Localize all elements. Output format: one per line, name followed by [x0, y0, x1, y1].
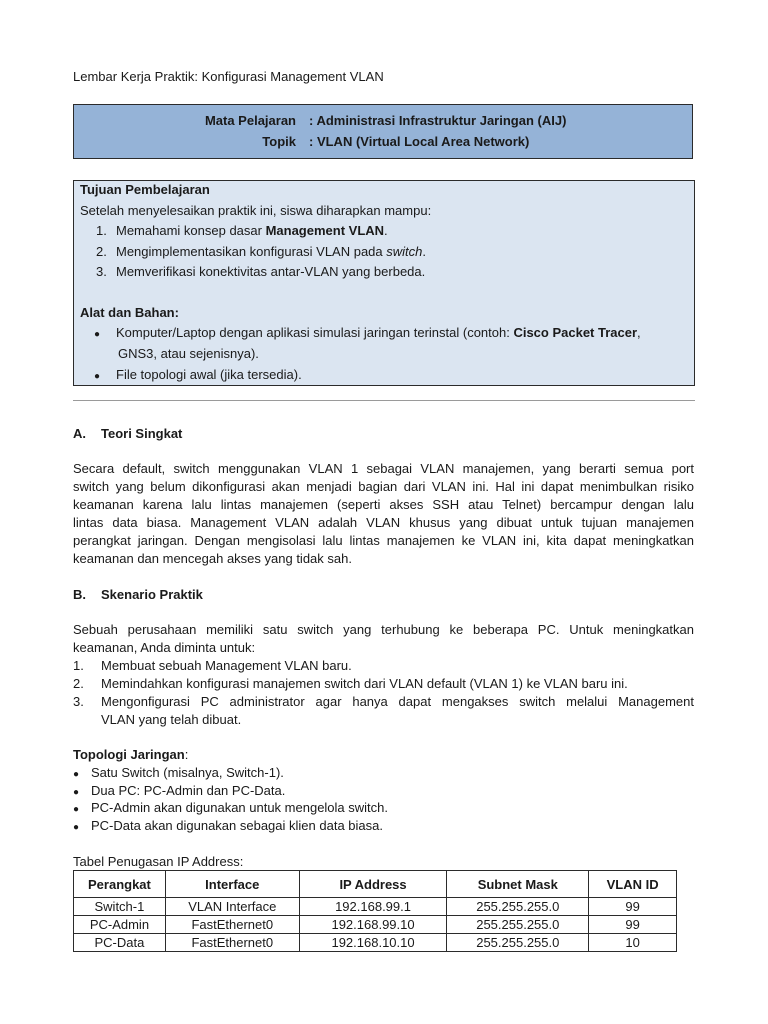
goal-item: 1. Memahami konsep dasar Management VLAN. — [96, 223, 388, 238]
section-a-line: perangkat jaringan. Dengan mengisolasi lalu lintas manajemen ke VLAN ini, kita dapat meningkatkan — [73, 533, 694, 548]
table-caption: Tabel Penugasan IP Address: — [73, 854, 244, 869]
tool-item: ● Komputer/Laptop dengan aplikasi simulasi jaringan terinstal (contoh: Cisco Packet Tracer, — [94, 325, 641, 340]
bullet-icon: ● — [73, 822, 80, 833]
table-cell: Switch-1 — [74, 898, 166, 916]
section-a-line: keamanan dan mencegah akses yang tidak sah. — [73, 551, 352, 566]
topology-item: ● PC-Data akan digunakan sebagai klien data biasa. — [73, 818, 383, 833]
table-cell: 99 — [589, 916, 677, 934]
topic-label: Topik — [262, 134, 296, 149]
subject-label: Mata Pelajaran — [204, 113, 296, 128]
table-row — [74, 916, 677, 934]
table-cell: 10 — [589, 934, 677, 952]
table-row — [74, 934, 677, 952]
column-header: Interface — [165, 871, 299, 898]
column-header: Subnet Mask — [447, 871, 589, 898]
goal-item: 2. Mengimplementasikan konfigurasi VLAN pada switch. — [96, 244, 427, 259]
table-cell: 255.255.255.0 — [447, 898, 589, 916]
section-b-intro: Sebuah perusahaan memiliki satu switch yang terhubung ke beberapa PC. Untuk meningkatkan — [73, 622, 694, 637]
tool-item: ● File topologi awal (jika tersedia). — [94, 367, 302, 382]
document-title: Lembar Kerja Praktik: Konfigurasi Management VLAN — [73, 69, 384, 84]
goal-item: 3. Memverifikasi konektivitas antar-VLAN yang berbeda. — [96, 264, 426, 279]
section-a-line: keamanan karena lalu lintas manajemen (seperti akses SSH atau Telnet) bercampur dengan lalu — [73, 497, 694, 512]
section-a-heading: A. Teori Singkat — [73, 426, 183, 441]
learning-goals-box — [73, 180, 695, 386]
table-cell: 192.168.99.1 — [299, 898, 447, 916]
topology-item: ● PC-Admin akan digunakan untuk mengelola switch. — [73, 800, 389, 815]
scenario-step: 1. Membuat sebuah Management VLAN baru. — [73, 658, 352, 673]
goals-intro: Setelah menyelesaikan praktik ini, siswa diharapkan mampu: — [80, 203, 432, 218]
table-cell: PC-Data — [74, 934, 166, 952]
topology-item: ● Satu Switch (misalnya, Switch-1). — [73, 765, 284, 780]
table-cell: FastEthernet0 — [165, 916, 299, 934]
table-row — [74, 898, 677, 916]
scenario-step: 2. Memindahkan konfigurasi manajemen switch dari VLAN default (VLAN 1) ke VLAN baru ini. — [73, 676, 628, 691]
section-a-line: switch yang belum dikonfigurasi akan menjadi bagian dari VLAN ini. Hal ini dapat menimbulkan risiko — [73, 479, 694, 494]
table-cell: PC-Admin — [74, 916, 166, 934]
section-b-intro: keamanan, Anda diminta untuk: — [73, 640, 256, 655]
table-cell: 192.168.10.10 — [299, 934, 447, 952]
topology-heading: Topologi Jaringan: — [73, 747, 189, 762]
subject-value: : Administrasi Infrastruktur Jaringan (AIJ) — [309, 113, 567, 128]
section-divider — [73, 400, 695, 401]
scenario-step-continuation: VLAN yang telah dibuat. — [101, 712, 242, 727]
table-cell: 192.168.99.10 — [299, 916, 447, 934]
column-header: Perangkat — [74, 871, 166, 898]
section-b-heading: B. Skenario Praktik — [73, 587, 203, 602]
subject-info-box — [73, 104, 693, 159]
topology-item: ● Dua PC: PC-Admin dan PC-Data. — [73, 783, 286, 798]
scenario-step: Mengonfigurasi PC administrator agar hanya dapat mengakses switch melalui Management — [101, 694, 694, 709]
table-cell: 255.255.255.0 — [447, 934, 589, 952]
topic-value: : VLAN (Virtual Local Area Network) — [309, 134, 530, 149]
table-cell: VLAN Interface — [165, 898, 299, 916]
table-cell: 255.255.255.0 — [447, 916, 589, 934]
section-a-line: Secara default, switch menggunakan VLAN 1 sebagai VLAN manajemen, yang berarti semua port — [73, 461, 694, 476]
ip-address-table — [73, 870, 677, 952]
table-cell: FastEthernet0 — [165, 934, 299, 952]
column-header: VLAN ID — [589, 871, 677, 898]
section-a-line: lintas data biasa. Management VLAN adalah VLAN khusus yang dibuat untuk tujuan manajemen — [73, 515, 694, 530]
bullet-icon: ● — [73, 787, 80, 798]
scenario-step-number: 3. — [73, 694, 84, 709]
bullet-icon: ● — [73, 769, 80, 780]
tools-heading: Alat dan Bahan: — [80, 305, 179, 320]
tool-item-continuation: GNS3, atau sejenisnya). — [118, 346, 259, 361]
column-header: IP Address — [299, 871, 447, 898]
goals-heading: Tujuan Pembelajaran — [80, 182, 210, 197]
bullet-icon: ● — [73, 804, 80, 815]
bullet-icon: ● — [94, 329, 101, 340]
table-cell: 99 — [589, 898, 677, 916]
bullet-icon: ● — [94, 371, 101, 382]
table-header-row — [74, 871, 677, 898]
